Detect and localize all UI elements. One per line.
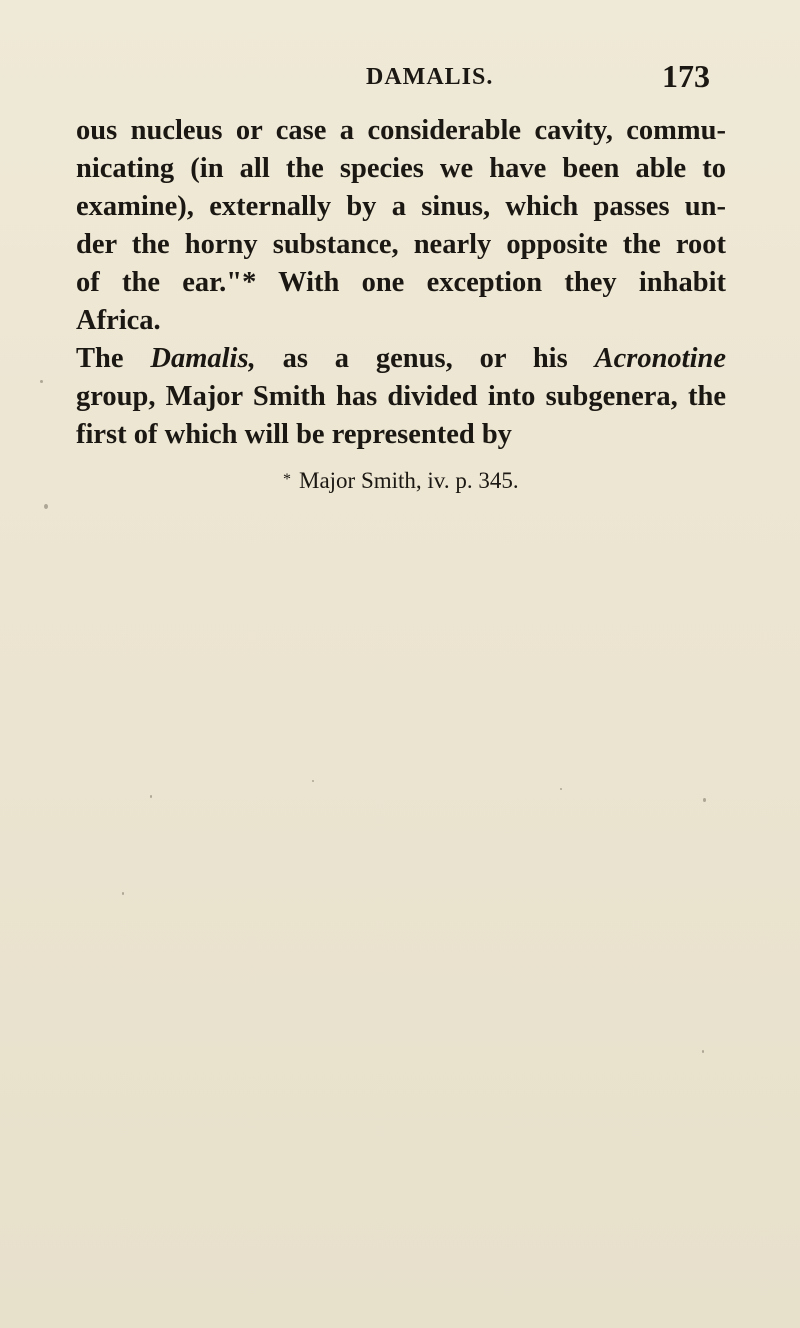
text-fragment: as a genus, or his [255,343,595,374]
footnote-text: Major Smith, iv. p. 345. [299,468,519,493]
text-line: group, Major Smith has divided into subgenera, the [76,381,726,412]
paper-speck [44,504,48,509]
footnote-marker: * [283,471,291,488]
text-line: Africa. [76,305,161,336]
group-name: Acronotine [594,343,727,374]
paper-speck [312,780,314,782]
paragraph-2-line-1 [76,340,726,378]
running-title: DAMALIS. [366,64,494,90]
text-line: of the ear."* With one exception they inhabit [76,267,726,298]
paper-speck [703,798,706,802]
paper-speck [702,1050,704,1053]
genus-name: Damalis, [150,343,256,374]
footnote [283,468,519,494]
text-line: examine), externally by a sinus, which passes un- [76,191,726,222]
text-line: nicating (in all the species we have been able to [76,153,726,184]
body-text [76,112,726,454]
text-line: first of which will be represented by [76,419,512,450]
page-number: 173 [662,58,710,94]
text-line: der the horny substance, nearly opposite the root [76,229,726,260]
paper-speck [150,795,152,798]
paper-speck [40,380,43,383]
paper-speck [560,788,562,790]
running-head [0,58,800,98]
text-fragment: The [76,343,151,374]
paper-speck [122,892,124,895]
text-line: ous nucleus or case a considerable cavity, commu- [76,115,726,146]
